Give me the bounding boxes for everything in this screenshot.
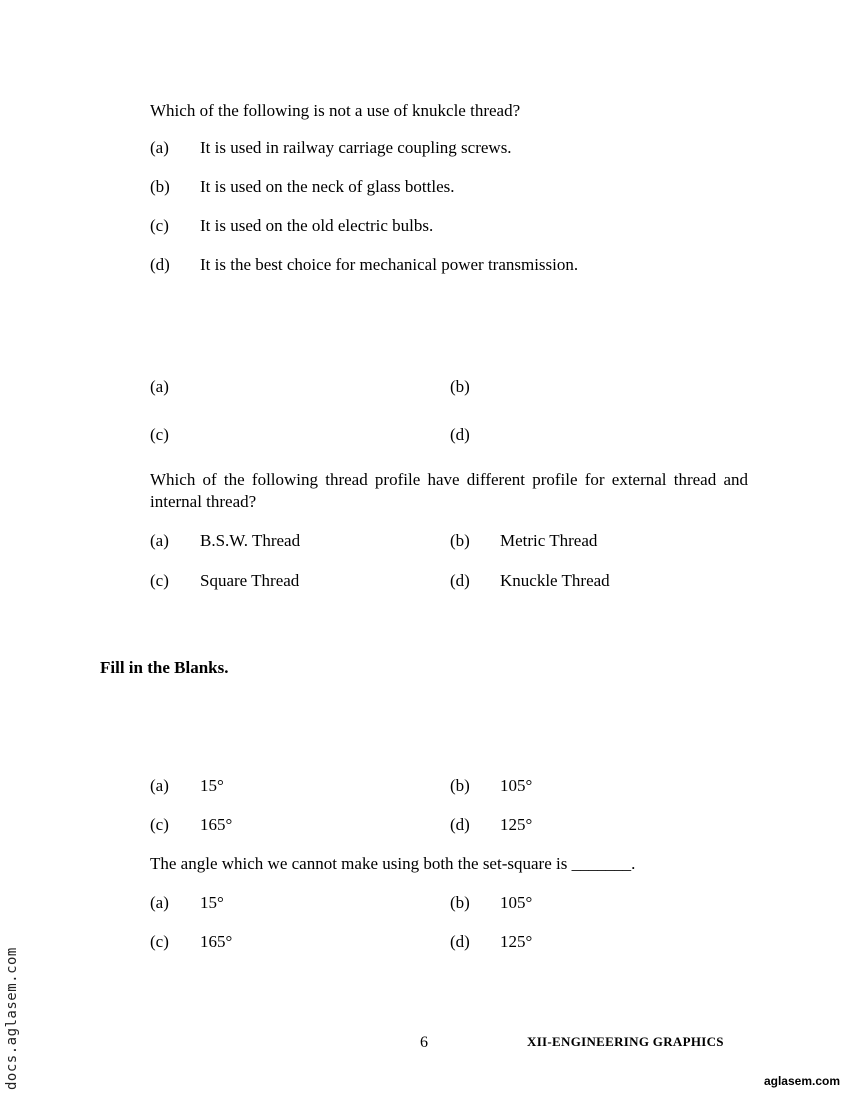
q5-option-a-text: 15° (200, 893, 224, 912)
page-number: 6 (420, 1034, 428, 1051)
footer-subject: XII-ENGINEERING GRAPHICS (527, 1034, 724, 1049)
brand-watermark: aglasem.com (763, 1074, 840, 1088)
q3-option-d-text: Knuckle Thread (500, 571, 610, 590)
q5-option-b-label: (b) (450, 893, 470, 912)
q4-option-d-label: (d) (450, 815, 470, 834)
q3-option-a-text: B.S.W. Thread (200, 531, 301, 550)
q5-option-b-text: 105° (500, 893, 533, 912)
q5-option-d-text: 125° (500, 932, 533, 951)
q3-option-b-text: Metric Thread (500, 531, 598, 550)
question-1-text: Which of the following is not a use of knukcle thread? (150, 101, 521, 120)
q4-option-d-text: 125° (500, 815, 533, 834)
q2-option-d-label: (d) (450, 425, 470, 444)
q3-option-c-text: Square Thread (200, 571, 300, 590)
q1-option-a-text: It is used in railway carriage coupling screws. (200, 138, 512, 157)
q2-option-b-label: (b) (450, 377, 470, 396)
q4-option-a-text: 15° (200, 776, 224, 795)
q1-option-c-label: (c) (150, 216, 169, 235)
q2-option-c-label: (c) (150, 425, 169, 444)
q2-option-a-label: (a) (150, 377, 169, 396)
q5-option-c-text: 165° (200, 932, 233, 951)
q1-option-d-text: It is the best choice for mechanical power transmission. (200, 255, 579, 274)
section-heading: Fill in the Blanks. (100, 658, 229, 677)
q4-option-c-label: (c) (150, 815, 169, 834)
q5-option-d-label: (d) (450, 932, 470, 951)
q3-option-b-label: (b) (450, 531, 470, 550)
q4-option-b-text: 105° (500, 776, 533, 795)
q1-option-b-label: (b) (150, 177, 170, 196)
q3-option-a-label: (a) (150, 531, 169, 550)
question-3-text: Which of the following thread profile have different profile for external thread and internal thread? (150, 470, 748, 511)
q4-option-c-text: 165° (200, 815, 233, 834)
q5-option-c-label: (c) (150, 932, 169, 951)
q3-option-d-label: (d) (450, 571, 470, 590)
q1-option-c-text: It is used on the old electric bulbs. (200, 216, 434, 235)
q5-option-a-label: (a) (150, 893, 169, 912)
q4-option-b-label: (b) (450, 776, 470, 795)
q1-option-a-label: (a) (150, 138, 169, 157)
q4-option-a-label: (a) (150, 776, 169, 795)
q1-option-d-label: (d) (150, 255, 170, 274)
side-url-watermark: docs.aglasem.com (4, 947, 20, 1090)
q1-option-b-text: It is used on the neck of glass bottles. (200, 177, 455, 196)
question-5-text: The angle which we cannot make using both the set-square is _______. (150, 854, 636, 873)
q3-option-c-label: (c) (150, 571, 169, 590)
